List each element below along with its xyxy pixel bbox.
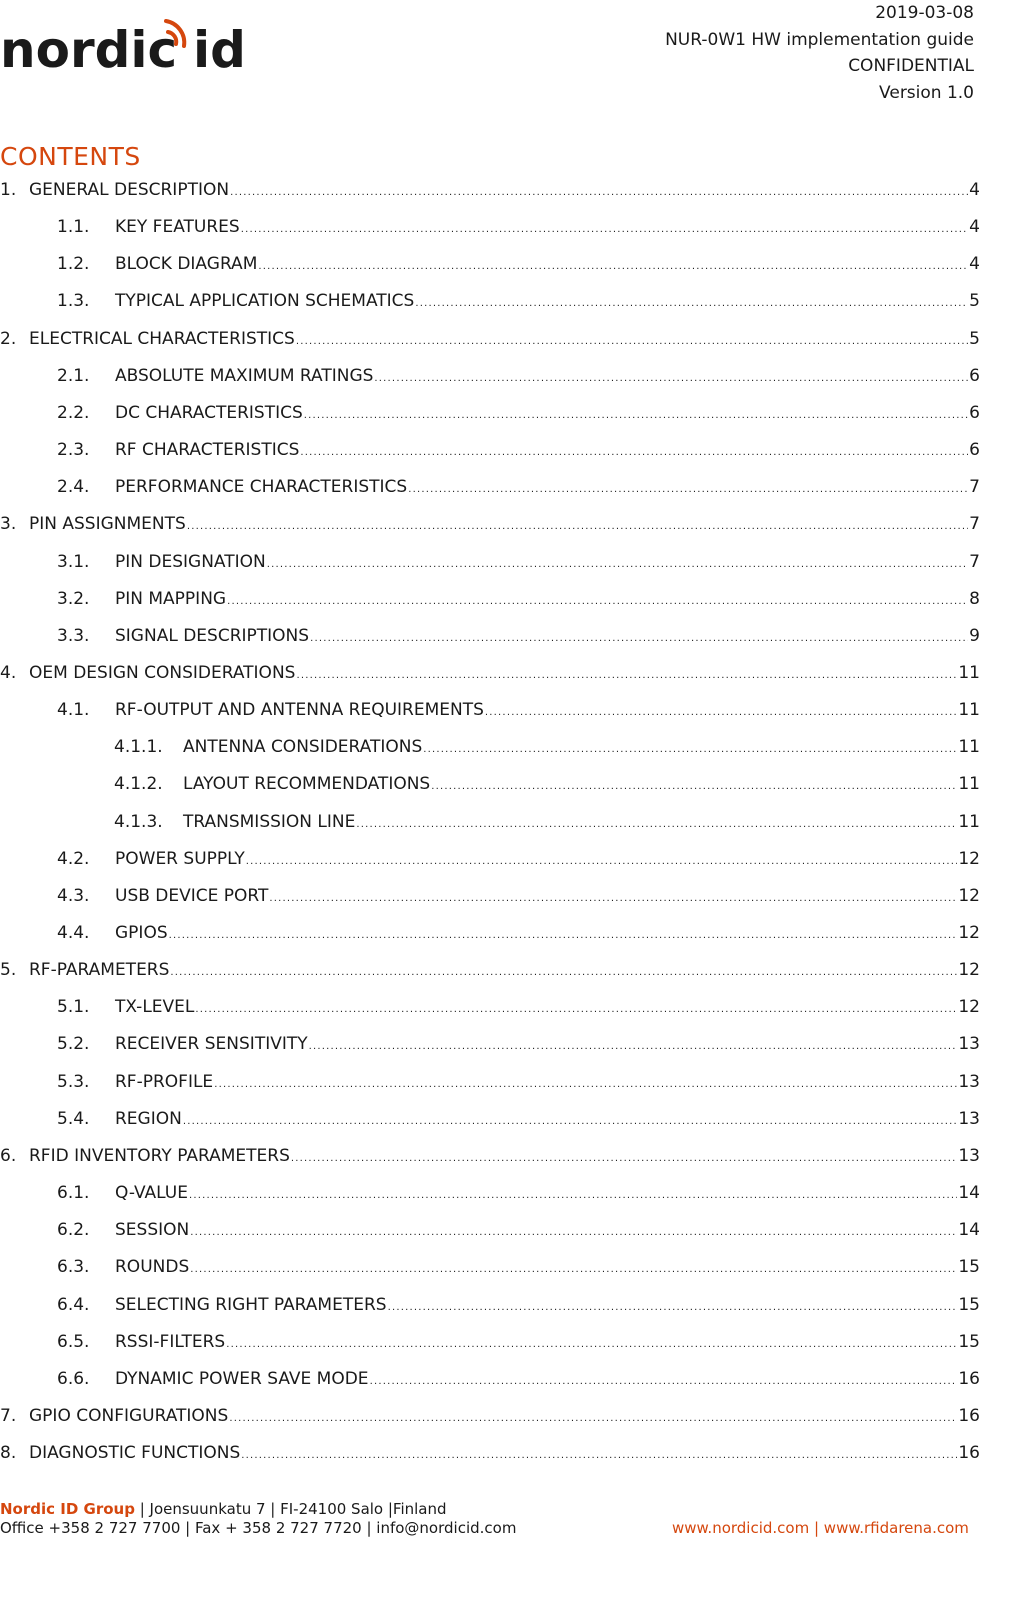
- toc-entry-number: 5.3.: [57, 1071, 90, 1092]
- toc-entry-number: 5.: [0, 960, 17, 981]
- toc-entry-title[interactable]: RF-PROFILE: [115, 1071, 214, 1092]
- toc-entry[interactable]: [0, 737, 980, 763]
- toc-entry-page[interactable]: 11: [958, 774, 980, 795]
- toc-entry-page[interactable]: 12: [958, 960, 980, 981]
- toc-dot-leader: [370, 1376, 958, 1387]
- toc-dot-leader: [408, 484, 968, 495]
- toc-entry-page[interactable]: 11: [958, 737, 980, 758]
- toc-entry-number: 6.4.: [57, 1294, 90, 1315]
- toc-dot-leader: [246, 856, 958, 867]
- toc-entry-title[interactable]: SIGNAL DESCRIPTIONS: [115, 625, 310, 646]
- toc-entry-number: 4.3.: [57, 885, 90, 906]
- toc-entry[interactable]: [0, 663, 980, 689]
- toc-entry-title[interactable]: LAYOUT RECOMMENDATIONS: [183, 774, 431, 795]
- toc-entry[interactable]: [0, 1034, 980, 1060]
- toc-entry-number: 3.: [0, 514, 17, 535]
- toc-entry-page[interactable]: 11: [958, 700, 980, 721]
- toc-entry-page[interactable]: 12: [958, 885, 980, 906]
- toc-entry[interactable]: [0, 997, 980, 1023]
- toc-entry[interactable]: [0, 700, 980, 726]
- toc-entry-page[interactable]: 13: [958, 1108, 980, 1129]
- toc-entry[interactable]: [0, 1109, 980, 1135]
- toc-entry-number: 6.5.: [57, 1331, 90, 1352]
- toc-entry-page[interactable]: 16: [958, 1368, 980, 1389]
- toc-entry-title[interactable]: TX-LEVEL: [115, 997, 195, 1018]
- header-doc-title: NUR-0W1 HW implementation guide: [665, 29, 974, 50]
- toc-entry[interactable]: [0, 1369, 980, 1395]
- toc-entry[interactable]: [0, 366, 980, 392]
- toc-entry[interactable]: [0, 849, 980, 875]
- toc-entry-number: 1.3.: [57, 291, 90, 312]
- toc-entry-title[interactable]: DYNAMIC POWER SAVE MODE: [115, 1368, 369, 1389]
- document-header: [665, 0, 974, 106]
- toc-dot-leader: [226, 1339, 957, 1350]
- footer-address: | Joensuunkatu 7 | FI-24100 Salo |Finland: [134, 1500, 447, 1518]
- toc-entry-number: 5.4.: [57, 1108, 90, 1129]
- toc-entry-title[interactable]: RFID INVENTORY PARAMETERS: [29, 1145, 290, 1166]
- toc-dot-leader: [415, 298, 968, 309]
- toc-entry-page[interactable]: 15: [958, 1257, 980, 1278]
- toc-dot-leader: [309, 1041, 958, 1052]
- toc-entry-title[interactable]: RECEIVER SENSITIVITY: [115, 1034, 308, 1055]
- toc-entry-number: 1.1.: [57, 217, 90, 238]
- toc-entry-page[interactable]: 14: [958, 1220, 980, 1241]
- toc-entry[interactable]: [0, 329, 980, 355]
- toc-dot-leader: [229, 1413, 957, 1424]
- toc-dot-leader: [241, 1450, 957, 1461]
- toc-entry-page[interactable]: 4: [969, 217, 980, 238]
- nordic-id-logo-graphic: [0, 12, 252, 72]
- toc-entry-page[interactable]: 15: [958, 1331, 980, 1352]
- toc-entry-page[interactable]: 16: [958, 1443, 980, 1464]
- toc-entry[interactable]: [0, 552, 980, 578]
- toc-entry-page[interactable]: 5: [969, 328, 980, 349]
- toc-entry-title[interactable]: KEY FEATURES: [115, 217, 240, 238]
- toc-dot-leader: [304, 410, 968, 421]
- toc-entry[interactable]: [0, 774, 980, 800]
- toc-entry-title[interactable]: TYPICAL APPLICATION SCHEMATICS: [115, 291, 415, 312]
- toc-entry-title[interactable]: ABSOLUTE MAXIMUM RATINGS: [115, 365, 374, 386]
- toc-entry-number: 3.1.: [57, 551, 90, 572]
- toc-entry-page[interactable]: 15: [958, 1294, 980, 1315]
- toc-entry[interactable]: [0, 1072, 980, 1098]
- toc-entry-number: 2.2.: [57, 402, 90, 423]
- toc-dot-leader: [374, 373, 968, 384]
- page-footer: [0, 1500, 1009, 1538]
- toc-entry-number: 7.: [0, 1405, 17, 1426]
- toc-entry-number: 4.: [0, 662, 17, 683]
- toc-entry-number: 4.4.: [57, 923, 90, 943]
- toc-entry-page[interactable]: 13: [958, 1071, 980, 1092]
- toc-dot-leader: [189, 1190, 957, 1201]
- toc-entry-title[interactable]: Q-VALUE: [115, 1183, 188, 1204]
- toc-entry-title[interactable]: REGION: [115, 1108, 182, 1129]
- toc-entry-page[interactable]: 6: [969, 402, 980, 423]
- toc-entry-title[interactable]: PERFORMANCE CHARACTERISTICS: [115, 477, 408, 498]
- toc-entry[interactable]: [0, 960, 980, 986]
- toc-entry-title[interactable]: GPIO CONFIGURATIONS: [29, 1405, 229, 1426]
- toc-entry-title[interactable]: RF-OUTPUT AND ANTENNA REQUIREMENTS: [115, 700, 484, 721]
- toc-entry-number: 6.: [0, 1145, 17, 1166]
- toc-entry-number: 4.1.2.: [114, 774, 163, 795]
- toc-entry-page[interactable]: 4: [969, 180, 980, 200]
- toc-entry-number: 3.3.: [57, 625, 90, 646]
- toc-entry-page[interactable]: 12: [958, 848, 980, 869]
- toc-entry-page[interactable]: 16: [958, 1405, 980, 1426]
- toc-entry-number: 6.2.: [57, 1220, 90, 1241]
- toc-entry[interactable]: [0, 886, 980, 912]
- toc-dot-leader: [190, 1227, 957, 1238]
- toc-entry-page[interactable]: 11: [958, 811, 980, 832]
- toc-dot-leader: [190, 1264, 957, 1275]
- toc-entry-number: 1.: [0, 180, 17, 200]
- toc-entry[interactable]: [0, 1183, 980, 1209]
- toc-entry-number: 2.3.: [57, 440, 90, 461]
- toc-entry[interactable]: [0, 440, 980, 466]
- toc-entry[interactable]: [0, 1443, 980, 1469]
- toc-entry[interactable]: [0, 1295, 980, 1321]
- toc-entry-title[interactable]: DIAGNOSTIC FUNCTIONS: [29, 1443, 241, 1464]
- toc-entry[interactable]: [0, 254, 980, 280]
- toc-entry[interactable]: [0, 589, 980, 615]
- toc-dot-leader: [214, 1079, 957, 1090]
- toc-dot-leader: [485, 707, 957, 718]
- toc-dot-leader: [356, 819, 957, 830]
- toc-dot-leader: [300, 447, 968, 458]
- toc-entry-title[interactable]: ANTENNA CONSIDERATIONS: [183, 737, 423, 758]
- toc-dot-leader: [310, 633, 968, 644]
- toc-entry-title[interactable]: SESSION: [115, 1220, 190, 1241]
- toc-entry[interactable]: [0, 923, 980, 949]
- toc-entry-title[interactable]: RSSI-FILTERS: [115, 1331, 226, 1352]
- toc-entry-number: 5.2.: [57, 1034, 90, 1055]
- toc-dot-leader: [170, 967, 957, 978]
- toc-entry-title[interactable]: PIN DESIGNATION: [115, 551, 266, 572]
- footer-websites[interactable]: www.nordicid.com | www.rfidarena.com: [672, 1519, 969, 1537]
- toc-entry-title[interactable]: RF CHARACTERISTICS: [115, 440, 300, 461]
- header-date: 2019-03-08: [875, 3, 974, 23]
- toc-entry[interactable]: [0, 477, 980, 503]
- toc-dot-leader: [195, 1004, 957, 1015]
- toc-dot-leader: [227, 596, 968, 607]
- toc-entry-page[interactable]: 12: [958, 997, 980, 1018]
- toc-entry-title[interactable]: USB DEVICE PORT: [115, 885, 269, 906]
- toc-entry-number: 6.6.: [57, 1368, 90, 1389]
- header-version: Version 1.0: [879, 82, 974, 103]
- header-classification: CONFIDENTIAL: [848, 56, 974, 76]
- toc-entry-title[interactable]: POWER SUPPLY: [115, 848, 245, 869]
- toc-dot-leader: [183, 1116, 958, 1127]
- toc-entry-title[interactable]: BLOCK DIAGRAM: [115, 254, 258, 275]
- logo-word-nordic: nordic: [0, 21, 178, 72]
- toc-entry[interactable]: [0, 514, 980, 540]
- toc-entry-title[interactable]: RF-PARAMETERS: [29, 960, 170, 981]
- toc-entry-title[interactable]: PIN ASSIGNMENTS: [29, 514, 186, 535]
- toc-entry-page[interactable]: 7: [969, 514, 980, 535]
- toc-entry-number: 4.1.1.: [114, 737, 163, 758]
- toc-dot-leader: [431, 781, 957, 792]
- toc-entry-page[interactable]: 9: [969, 625, 980, 646]
- toc-entry-title[interactable]: PIN MAPPING: [115, 588, 227, 609]
- toc-entry-title[interactable]: TRANSMISSION LINE: [183, 811, 356, 832]
- toc-entry-number: 1.2.: [57, 254, 90, 275]
- toc-entry[interactable]: [0, 1332, 980, 1358]
- toc-entry-number: 4.2.: [57, 848, 90, 869]
- toc-entry-number: 8.: [0, 1443, 17, 1464]
- toc-entry-title[interactable]: OEM DESIGN CONSIDERATIONS: [29, 662, 296, 683]
- toc-entry-page[interactable]: 4: [969, 254, 980, 275]
- toc-entry-title[interactable]: ROUNDS: [115, 1257, 190, 1278]
- toc-dot-leader: [230, 187, 968, 198]
- toc-entry-page[interactable]: 14: [958, 1183, 980, 1204]
- toc-dot-leader: [187, 521, 968, 532]
- toc-entry-number: 4.1.3.: [114, 811, 163, 832]
- toc-entry-number: 3.2.: [57, 588, 90, 609]
- toc-entry[interactable]: [0, 1220, 980, 1246]
- toc-entry-page[interactable]: 7: [969, 477, 980, 498]
- toc-dot-leader: [267, 559, 968, 570]
- toc-entry-page[interactable]: 11: [958, 662, 980, 683]
- toc-dot-leader: [169, 930, 958, 941]
- logo-word-id: id: [193, 21, 246, 72]
- toc-entry[interactable]: [0, 626, 980, 652]
- toc-dot-leader: [296, 670, 957, 681]
- nordic-id-logo: [0, 12, 252, 72]
- toc-entry[interactable]: [0, 180, 980, 206]
- toc-entry[interactable]: [0, 403, 980, 429]
- toc-dot-leader: [258, 261, 968, 272]
- toc-entry-page[interactable]: 13: [958, 1034, 980, 1055]
- toc-entry-number: 2.1.: [57, 365, 90, 386]
- toc-entry-page[interactable]: 13: [958, 1145, 980, 1166]
- footer-company: Nordic ID Group: [0, 1500, 135, 1518]
- toc-entry[interactable]: [0, 1146, 980, 1172]
- toc-dot-leader: [296, 336, 968, 347]
- toc-dot-leader: [291, 1153, 957, 1164]
- toc-entry-number: 6.1.: [57, 1183, 90, 1204]
- toc-entry-page[interactable]: 12: [958, 923, 980, 943]
- footer-contact: Office +358 2 727 7700 | Fax + 358 2 727 7720 | info@nordicid.com: [0, 1519, 517, 1537]
- toc-entry-title[interactable]: ELECTRICAL CHARACTERISTICS: [29, 328, 295, 349]
- toc-entry[interactable]: [0, 1257, 980, 1283]
- toc-entry[interactable]: [0, 291, 980, 317]
- toc-entry-title[interactable]: DC CHARACTERISTICS: [115, 402, 303, 423]
- toc-entry-page[interactable]: 6: [969, 365, 980, 386]
- toc-entry[interactable]: [0, 217, 980, 243]
- toc-entry-number: 2.4.: [57, 477, 90, 498]
- contents-heading: CONTENTS: [0, 142, 141, 171]
- toc-entry[interactable]: [0, 812, 980, 838]
- toc-entry-title[interactable]: SELECTING RIGHT PARAMETERS: [115, 1294, 387, 1315]
- toc-dot-leader: [269, 893, 957, 904]
- toc-entry-number: 2.: [0, 328, 17, 349]
- toc-entry-number: 4.1.: [57, 700, 90, 721]
- toc-entry-page[interactable]: 8: [969, 588, 980, 609]
- toc-entry-page[interactable]: 6: [969, 440, 980, 461]
- toc-entry-number: 5.1.: [57, 997, 90, 1018]
- toc-entry[interactable]: [0, 1406, 980, 1432]
- toc-entry-number: 6.3.: [57, 1257, 90, 1278]
- toc-dot-leader: [241, 224, 968, 235]
- toc-entry-title[interactable]: GENERAL DESCRIPTION: [29, 180, 230, 200]
- toc-entry-page[interactable]: 7: [969, 551, 980, 572]
- toc-entry-title[interactable]: GPIOS: [115, 923, 168, 943]
- toc-dot-leader: [423, 744, 957, 755]
- toc-entry-page[interactable]: 5: [969, 291, 980, 312]
- toc-dot-leader: [388, 1302, 958, 1313]
